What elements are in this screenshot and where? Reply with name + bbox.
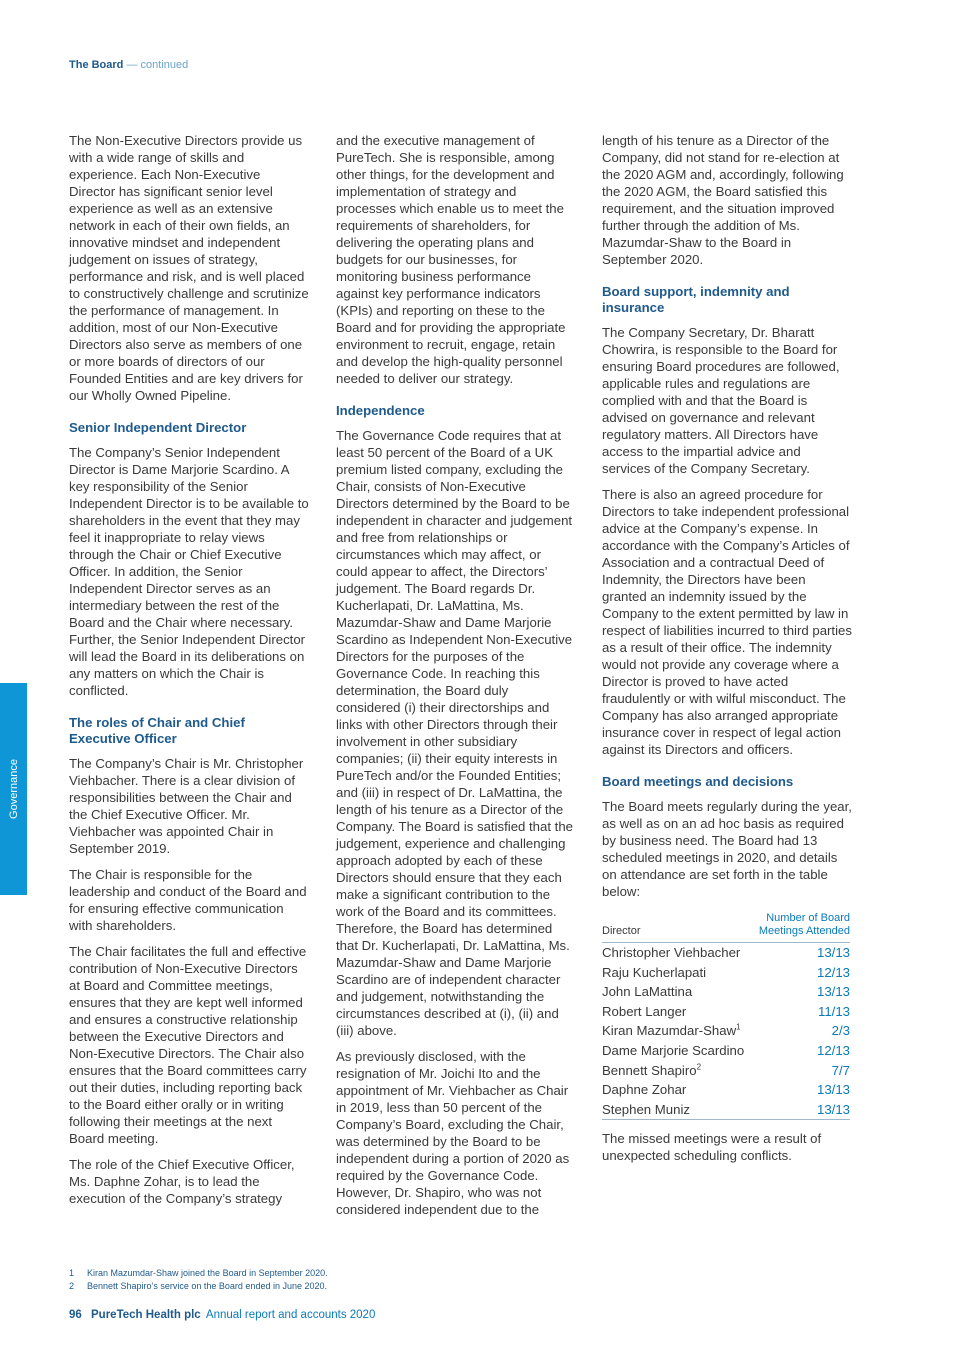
page-number: 96 — [69, 1309, 82, 1321]
heading-roles-chair-ceo: The roles of Chair and Chief Executive Officer — [69, 715, 245, 746]
director-name: Kiran Mazumdar-Shaw$^1$ — [602, 1022, 741, 1039]
paragraph: The Company’s Senior Independent Director is Dame Marjorie Scardino. A key responsibility of the Senior Independent Director is to be available to shareholders in the event that they may feel it inappropriate to relay views through the Chair or Chief Executive Officer. In addition, the Senior Independent Director serves as an intermediary between the rest of the Board and the Chair where necessary. Further, the Senior Independent Director will lead the Board in its deliberations on any matters on which the Chair is conflicted. — [69, 445, 309, 698]
report-title: Annual report and accounts 2020 — [205, 1309, 376, 1321]
table-row — [602, 963, 850, 983]
running-head — [69, 59, 188, 71]
continued-label: — continued — [126, 59, 189, 71]
director-name: Robert Langer — [602, 1003, 687, 1019]
footnote: 1 Kiran Mazumdar-Shaw joined the Board in September 2020. — [69, 1268, 328, 1278]
company-name: PureTech Health plc — [91, 1309, 201, 1321]
table-row — [602, 1041, 850, 1061]
table-row — [602, 1100, 850, 1120]
paragraph: The missed meetings were a result of unexpected scheduling conflicts. — [602, 1131, 822, 1164]
paragraph: length of his tenure as a Director of the Company, did not stand for re-election at the 2020 AGM and, accordingly, following the 2020 AGM, the Board satisfied this requirement, and the situation improved further through the addition of Ms. Mazumdar-Shaw to the Board in September 2020. — [602, 133, 844, 267]
table-row — [602, 1002, 850, 1022]
director-name: Christopher Viehbacher — [602, 945, 741, 960]
meetings-attended: 12/13 — [816, 1042, 850, 1058]
heading-board-support: Board support, indemnity and insurance — [602, 284, 790, 315]
paragraph: The Company Secretary, Dr. Bharatt Chowrira, is responsible to the Board for ensuring Board procedures are followed, applicable rules and regulations are complied with and that the Board is advised on governance and relevant regulatory matters. All Directors have access to the impartial advice and services of the Company Secretary. — [602, 325, 840, 476]
meetings-attended: 11/13 — [817, 1003, 850, 1019]
paragraph: The Company’s Chair is Mr. Christopher Viehbacher. There is a clear division of responsibilities between the Chair and the Chief Executive Officer. Mr. Viehbacher was appointed Chair in September 2019. — [69, 756, 304, 856]
text-column-2 — [336, 132, 576, 1227]
paragraph: The Non-Executive Directors provide us with a wide range of skills and experience. Each Non-Executive Director has significant senior level experience as well as an extensive network in each of their own fields, an innovative mindset and independent judgement on issues of strategy, performance and risk, and is well placed to constructively challenge and scrutinize the performance of management. In addition, most of our Non-Executive Directors also serve as members of one or more boards of directors of our Founded Entities and are key drivers for our Wholly Owned Pipeline. — [69, 133, 309, 403]
paragraph: The Board meets regularly during the year, as well as on an ad hoc basis as required by business need. The Board had 13 scheduled meetings in 2020, and details on attendance are set forth in the table below: — [602, 799, 852, 899]
table-row — [602, 982, 850, 1002]
column-header-director: Director — [602, 912, 755, 943]
paragraph: There is also an agreed procedure for Directors to take independent professional advice at the Company’s expense. In accordance with the Company’s Articles of Association and a contractual Deed of Indemnity, the Directors have been granted an indemnity issued by the Company to the extent permitted by law in respect of liabilities incurred to third parties as a result of their office. The indemnity would not provide any coverage where a Director is proved to have acted fraudulently or with wilful misconduct. The Company has also arranged appropriate insurance cover in respect of legal action against its Directors and officers. — [602, 487, 852, 757]
paragraph: The Governance Code requires that at least 50 percent of the Board of a UK premium listed company, excluding the Chair, consists of Non-Executive Directors determined by the Board to be independent in character and judgement and free from relationships or circumstances which may affect, or could appear to affect, the Directors’ judgement. The Board regards Dr. Kucherlapati, Dr. LaMattina, Ms. Mazumdar-Shaw and Dame Marjorie Scardino as Independent Non-Executive Directors for the purposes of the Governance Code. In reaching this determination, the Board duly considered (i) their directorships and links with other Directors through their involvement in other subsidiary companies; (ii) their equity interests in PureTech and/or the Founded Entities; and (iii) in respect of Dr. LaMattina, the length of his tenure as a Director of the Company. The Board is satisfied that the judgement, experience and challenging approach adopted by each of these Directors should ensure that they each make a significant contribution to the work of the Board and its committees. Therefore, the Board has determined that Dr. Kucherlapati, Dr. LaMattina, Ms. Mazumdar-Shaw and Dame Marjorie Scardino are of independent character and judgement, notwithstanding the circumstances described at (i), (ii) and (iii) above. — [336, 428, 574, 1038]
text-column-3 — [602, 132, 852, 1173]
attendance-table — [602, 912, 850, 1120]
meetings-attended: 13/13 — [816, 945, 850, 960]
table-row — [602, 1080, 850, 1100]
paragraph: The Chair facilitates the full and effective contribution of Non-Executive Directors at Board and Committee meetings, ensures that they are kept well informed and ensures a constructive relationship between the Executive Directors and Non-Executive Directors. The Chair also ensures that the Board committees carry out their duties, including reporting back to the Board either orally or in writing following their meetings at the next Board meeting. — [69, 944, 307, 1146]
footnote-marker: 2 — [696, 1062, 702, 1072]
paragraph: The Chair is responsible for the leadership and conduct of the Board and for ensuring effective communication with shareholders. — [69, 867, 307, 933]
director-name: Dame Marjorie Scardino — [602, 1042, 745, 1058]
director-name: Raju Kucherlapati — [602, 964, 707, 980]
footnote: 2 Bennett Shapiro’s service on the Board ended in June 2020. — [69, 1281, 328, 1291]
footnotes — [69, 1267, 328, 1293]
table-row — [602, 1061, 850, 1081]
text-column-1 — [69, 132, 309, 1216]
paragraph: and the executive management of PureTech. She is responsible, among other things, for the development and implementation of strategy and processes which enable us to meet the requirements of shareholders, for delivering the operating plans and budgets for our businesses, for monitoring business performance against key performance indicators (KPIs) and reporting on these to the Board and for providing the appropriate environment to recruit, engage, retain and develop the high-quality personnel needed to deliver our strategy. — [336, 133, 566, 386]
paragraph: As previously disclosed, with the resignation of Mr. Joichi Ito and the appointment of Mr. Viehbacher as Chair in 2019, less than 50 percent of the Company’s Board, excluding the Chair, was determined by the Board to be independent during a portion of 2020 as required by the Governance Code. However, Dr. Shapiro, who was not considered independent due to the — [336, 1049, 570, 1217]
meetings-attended: 13/13 — [816, 984, 850, 1000]
director-name: Bennett Shapiro$^2$ — [602, 1062, 702, 1078]
meetings-attended: 12/13 — [816, 964, 850, 980]
side-tab-label: Governance — [7, 759, 20, 819]
table-row — [602, 943, 850, 963]
heading-board-meetings: Board meetings and decisions — [602, 774, 794, 789]
heading-independence: Independence — [336, 403, 425, 418]
meetings-attended: 13/13 — [755, 1100, 850, 1120]
column-header-meetings: Number of Board Meetings Attended — [755, 912, 850, 943]
director-name: John LaMattina — [602, 984, 693, 1000]
page-footer — [69, 1309, 375, 1321]
director-name: Stephen Muniz — [602, 1100, 755, 1120]
section-side-tab — [0, 683, 27, 895]
meetings-attended: 7/7 — [831, 1062, 850, 1078]
meetings-attended: 2/3 — [831, 1023, 850, 1039]
footnote-marker: 1 — [736, 1022, 741, 1032]
director-name: Daphne Zohar — [602, 1082, 687, 1098]
paragraph: The role of the Chief Executive Officer, Ms. Daphne Zohar, is to lead the execution of the Company’s strategy — [69, 1157, 295, 1206]
section-title: The Board — [69, 59, 124, 71]
table-row — [602, 1021, 850, 1041]
heading-senior-independent-director: Senior Independent Director — [69, 420, 247, 435]
meetings-attended: 13/13 — [816, 1082, 850, 1098]
